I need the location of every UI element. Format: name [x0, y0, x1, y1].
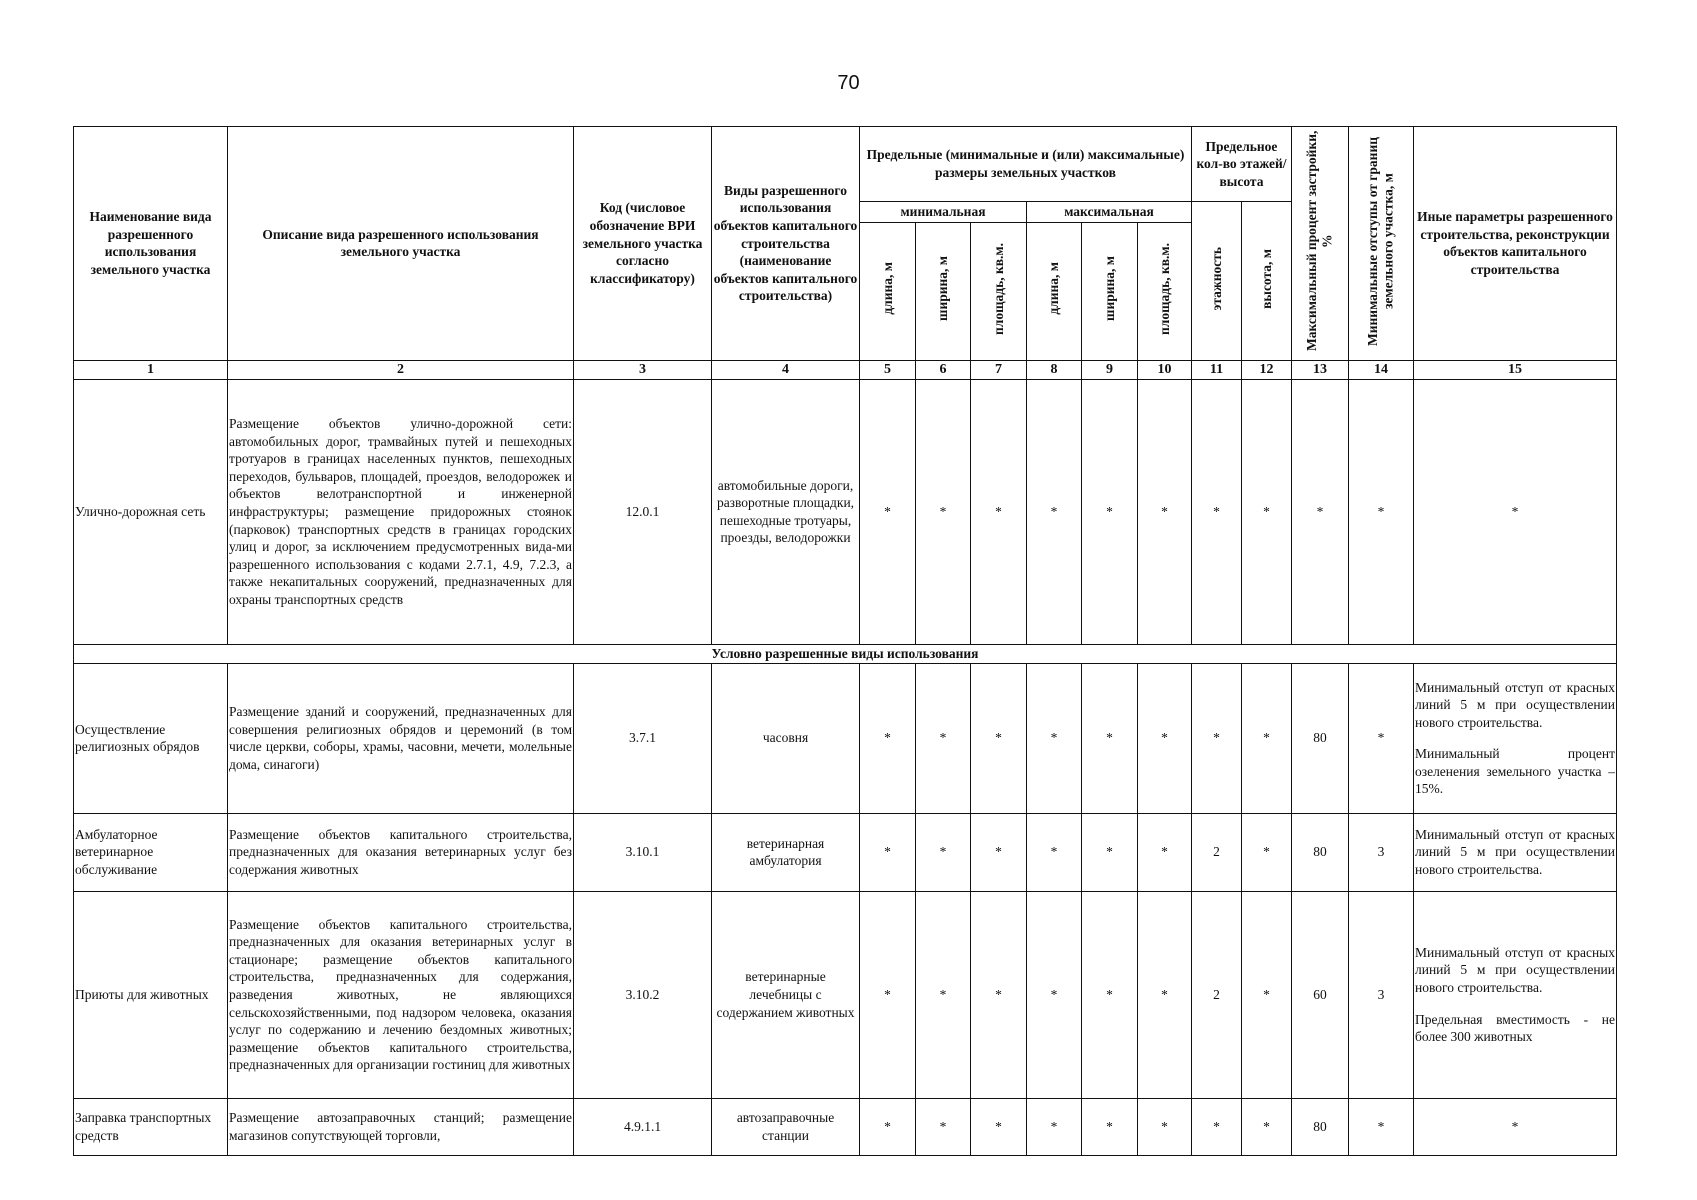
floors-value: 2 — [1192, 813, 1242, 891]
section-title: Условно разрешенные виды использования — [74, 644, 1617, 663]
page-number: 70 — [837, 72, 860, 94]
min-length-value: * — [860, 1098, 916, 1155]
column-number: 11 — [1192, 360, 1242, 379]
column-number: 10 — [1138, 360, 1192, 379]
max-area-value: * — [1138, 1098, 1192, 1155]
max-area-value: * — [1138, 813, 1192, 891]
column-number: 8 — [1027, 360, 1082, 379]
header-height: высота, м — [1242, 202, 1292, 361]
height-value: * — [1242, 813, 1292, 891]
header-min-setback: Минимальные отступы от границ земельного участка, м — [1349, 127, 1414, 361]
min-setback-value: 3 — [1349, 891, 1414, 1098]
other-params-value — [1414, 813, 1617, 891]
use-code: 12.0.1 — [574, 379, 712, 644]
max-width-value: * — [1082, 891, 1138, 1098]
header-objects: Виды разрешенного использования объектов капитального строительства (наименование объектов капитального строительства) — [712, 127, 860, 361]
header-min-width: ширина, м — [916, 222, 971, 360]
use-description: Размещение объектов капитального строительства, предназначенных для оказания ветеринарных услуг в стационаре; размещение объектов капитального строительства, предназначенных для содержания, разведения животных, не являющихся сельскохозяйственными, под надзором человека, оказания услуг по содержанию и лечению бездомных животных; размещение объектов капитального строительства, предназначенных для организации гостиниц для животных — [228, 891, 574, 1098]
floors-value: 2 — [1192, 891, 1242, 1098]
use-name: Приюты для животных — [74, 891, 228, 1098]
other-params-value: * — [1414, 379, 1617, 644]
floors-value: * — [1192, 1098, 1242, 1155]
zoning-regulations-table — [73, 126, 1617, 1156]
use-name: Улично-дорожная сеть — [74, 379, 228, 644]
max-percent-value: * — [1292, 379, 1349, 644]
header-description: Описание вида разрешенного использования земельного участка — [228, 127, 574, 361]
min-area-value: * — [971, 813, 1027, 891]
header-floors-group: Предельное кол-во этажей/ высота — [1192, 127, 1292, 202]
min-setback-value: * — [1349, 663, 1414, 813]
min-width-value: * — [916, 1098, 971, 1155]
max-length-value: * — [1027, 379, 1082, 644]
column-number: 5 — [860, 360, 916, 379]
height-value: * — [1242, 1098, 1292, 1155]
min-width-value: * — [916, 379, 971, 644]
use-description: Размещение объектов улично-дорожной сети: автомобильных дорог, трамвайных путей и пешеходных тротуаров в границах населенных пунктов, пешеходных переходов, бульваров, площадей, проездов, велодорожек и объектов велотранспортной и инженерной инфраструктуры; размещение придорожных стоянок (парковок) транспортных средств в границах городских улиц и дорог, за исключением предусмотренных вида-ми разрешенного использования с кодами 2.7.1, 4.9, 7.2.3, а также некапитальных сооружений, предназначенных для охраны транспортных средств — [228, 379, 574, 644]
min-setback-value: * — [1349, 379, 1414, 644]
column-number: 3 — [574, 360, 712, 379]
use-name: Амбулаторное ветеринарное обслуживание — [74, 813, 228, 891]
other-param-text: Минимальный процент озеленения земельного участка – 15%. — [1415, 746, 1615, 797]
other-params-value — [1414, 663, 1617, 813]
use-code: 4.9.1.1 — [574, 1098, 712, 1155]
floors-value: * — [1192, 663, 1242, 813]
use-objects: часовня — [712, 663, 860, 813]
header-other-params: Иные параметры разрешенного строительства, реконструкции объектов капитального строительства — [1414, 127, 1617, 361]
height-value: * — [1242, 891, 1292, 1098]
max-width-value: * — [1082, 663, 1138, 813]
header-name: Наименование вида разрешенного использования земельного участка — [74, 127, 228, 361]
table-row — [74, 379, 1617, 644]
max-width-value: * — [1082, 1098, 1138, 1155]
max-length-value: * — [1027, 663, 1082, 813]
column-number: 6 — [916, 360, 971, 379]
other-param-text: Минимальный отступ от красных линий 5 м при осуществлении нового строительства. — [1415, 826, 1615, 877]
column-number-row — [74, 360, 1617, 379]
header-plot-sizes: Предельные (минимальные и (или) максимальные) размеры земельных участков — [860, 127, 1192, 202]
min-setback-value: * — [1349, 1098, 1414, 1155]
other-param-text: Минимальный отступ от красных линий 5 м при осуществлении нового строительства. — [1415, 679, 1615, 730]
max-percent-value: 80 — [1292, 813, 1349, 891]
header-floors: этажность — [1192, 202, 1242, 361]
use-description: Размещение автозаправочных станций; размещение магазинов сопутствующей торговли, — [228, 1098, 574, 1155]
use-name: Заправка транспортных средств — [74, 1098, 228, 1155]
use-code: 3.7.1 — [574, 663, 712, 813]
column-number: 12 — [1242, 360, 1292, 379]
column-number: 2 — [228, 360, 574, 379]
use-description: Размещение зданий и сооружений, предназначенных для совершения религиозных обрядов и церемоний (в том числе церкви, соборы, храмы, часовни, мечети, молельные дома, синагоги) — [228, 663, 574, 813]
max-length-value: * — [1027, 891, 1082, 1098]
min-width-value: * — [916, 663, 971, 813]
max-area-value: * — [1138, 891, 1192, 1098]
min-area-value: * — [971, 379, 1027, 644]
height-value: * — [1242, 379, 1292, 644]
header-max-percent: Максимальный процент застройки, % — [1292, 127, 1349, 361]
max-percent-value: 60 — [1292, 891, 1349, 1098]
other-param-text: Предельная вместимость - не более 300 животных — [1415, 1011, 1615, 1045]
use-code: 3.10.2 — [574, 891, 712, 1098]
column-number: 7 — [971, 360, 1027, 379]
column-number: 4 — [712, 360, 860, 379]
use-objects: автомобильные дороги, разворотные площадки, пешеходные тротуары, проезды, велодорожки — [712, 379, 860, 644]
table-row — [74, 813, 1617, 891]
other-params-value: * — [1414, 1098, 1617, 1155]
min-area-value: * — [971, 1098, 1027, 1155]
column-number: 15 — [1414, 360, 1617, 379]
max-percent-value: 80 — [1292, 663, 1349, 813]
max-area-value: * — [1138, 379, 1192, 644]
floors-value: * — [1192, 379, 1242, 644]
header-max-length: длина, м — [1027, 222, 1082, 360]
section-row — [74, 644, 1617, 663]
min-width-value: * — [916, 891, 971, 1098]
header-min-length: длина, м — [860, 222, 916, 360]
max-width-value: * — [1082, 379, 1138, 644]
header-minimal: минимальная — [860, 202, 1027, 223]
min-length-value: * — [860, 813, 916, 891]
height-value: * — [1242, 663, 1292, 813]
header-code: Код (числовое обозначение ВРИ земельного участка согласно классификатору) — [574, 127, 712, 361]
column-number: 13 — [1292, 360, 1349, 379]
header-min-area: площадь, кв.м. — [971, 222, 1027, 360]
min-area-value: * — [971, 891, 1027, 1098]
min-length-value: * — [860, 663, 916, 813]
column-number: 1 — [74, 360, 228, 379]
use-name: Осуществление религиозных обрядов — [74, 663, 228, 813]
column-number: 14 — [1349, 360, 1414, 379]
use-description: Размещение объектов капитального строительства, предназначенных для оказания ветеринарных услуг без содержания животных — [228, 813, 574, 891]
use-objects: ветеринарные лечебницы с содержанием животных — [712, 891, 860, 1098]
use-objects: ветеринарная амбулатория — [712, 813, 860, 891]
header-max-area: площадь, кв.м. — [1138, 222, 1192, 360]
table-row — [74, 891, 1617, 1098]
min-width-value: * — [916, 813, 971, 891]
table-row — [74, 663, 1617, 813]
max-width-value: * — [1082, 813, 1138, 891]
other-params-value — [1414, 891, 1617, 1098]
min-length-value: * — [860, 891, 916, 1098]
max-length-value: * — [1027, 1098, 1082, 1155]
max-percent-value: 80 — [1292, 1098, 1349, 1155]
other-param-text: Минимальный отступ от красных линий 5 м при осуществлении нового строительства. — [1415, 944, 1615, 995]
table-row — [74, 1098, 1617, 1155]
header-maximal: максимальная — [1027, 202, 1192, 223]
use-code: 3.10.1 — [574, 813, 712, 891]
max-length-value: * — [1027, 813, 1082, 891]
min-length-value: * — [860, 379, 916, 644]
max-area-value: * — [1138, 663, 1192, 813]
header-max-width: ширина, м — [1082, 222, 1138, 360]
min-setback-value: 3 — [1349, 813, 1414, 891]
use-objects: автозаправочные станции — [712, 1098, 860, 1155]
column-number: 9 — [1082, 360, 1138, 379]
min-area-value: * — [971, 663, 1027, 813]
